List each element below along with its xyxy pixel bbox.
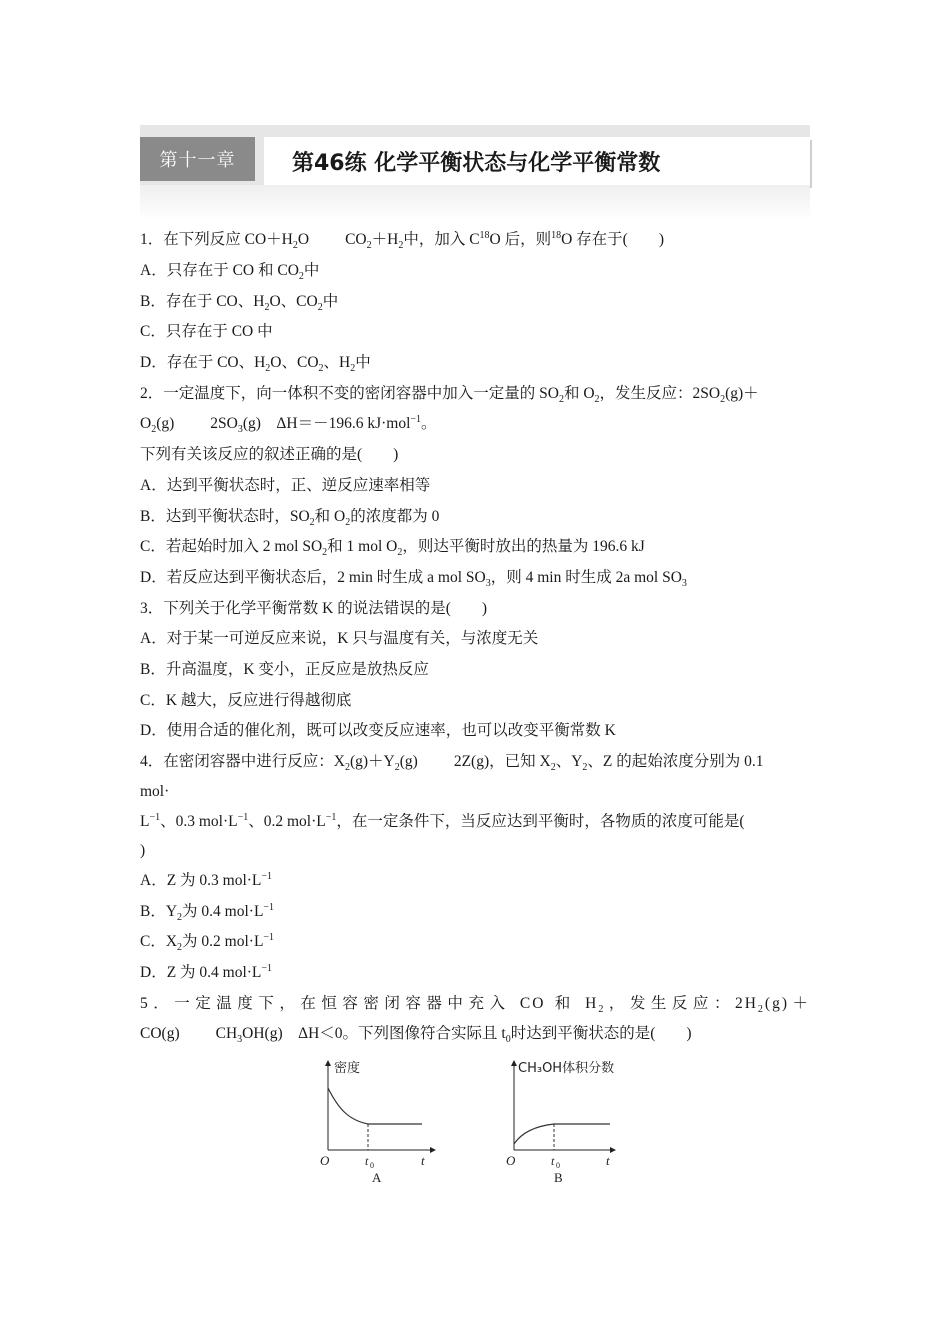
origin-label: O: [320, 1153, 330, 1168]
q4-option-c: C．$X_2$为 0.2 $mol\cdot L^{-1}$: [140, 931, 275, 954]
y-axis-arrow-icon: [511, 1060, 517, 1066]
t0-subscript: 0: [370, 1161, 374, 1170]
q2-prompt: 下列有关该反应的叙述正确的是( ): [140, 446, 399, 463]
q2-stem-line2: $O_2(g)$ $2SO_3(g)$ ΔH＝－196.6 kJ·mol$^{-1}$。: [140, 413, 437, 436]
q2-option-b: B．达到平衡状态时，$SO_2$和 $O_2$的浓度都为 0: [140, 508, 440, 529]
q4-stem-line2: mol·: [140, 783, 170, 800]
x-axis-label: t: [606, 1153, 610, 1168]
methanol-fraction-curve: [514, 1124, 610, 1144]
q2-option-c: C．若起始时加入 2 mol $SO_2$和 1 mol $O_2$，则达平衡时放出的热量为 196.6 kJ: [140, 538, 645, 559]
header-fade: [140, 185, 810, 220]
title-box: [264, 137, 810, 185]
chapter-header: [140, 125, 810, 220]
q3-stem: 3．下列关于化学平衡常数 K 的说法错误的是( ): [140, 600, 488, 617]
x-axis-label: t: [421, 1153, 425, 1168]
chapter-label: 第十一章: [140, 137, 255, 181]
t0-label: t: [365, 1154, 369, 1168]
q1-stem: 1．在下列反应 $CO+H_2O$ $CO_2+H_2$中，加入 $C^{18}O$ 后，则$^{18}$O 存在于( ): [140, 229, 665, 252]
q4-option-d: D．Z 为 0.4 $mol\cdot L^{-1}$: [140, 962, 273, 981]
origin-label: O: [506, 1153, 516, 1168]
figure-a-ylabel: 密度: [334, 1061, 361, 1076]
q1-option-b: B．存在于 CO、$H_2O$、$CO_2$中: [140, 293, 339, 314]
q3-option-a: A．对于某一可逆反应来说，K 只与温度有关，与浓度无关: [140, 630, 539, 647]
q5-stem-line2: CO(g) $CH_3OH(g)$ ΔH＜0。下列图像符合实际且 $t_0$时达到平衡状态的是( ): [140, 1025, 692, 1046]
q4-option-a: A．Z 为 0.3 $mol\cdot L^{-1}$: [140, 870, 273, 889]
q2-option-a: A．达到平衡状态时，正、逆反应速率相等: [140, 477, 431, 494]
q1-option-a: A．只存在于 CO 和 $CO_2$中: [140, 262, 320, 283]
q5-stem-line1: 5．一定温度下，在恒容密闭容器中充入 CO 和 $H_2$，发生反应：$2H_2(g)+$: [140, 995, 810, 1016]
q2-stem-line1: 2．一定温度下，向一体积不变的密闭容器中加入一定量的 $SO_2$和 $O_2$，发生反应：$2SO_2(g)+$: [140, 385, 759, 406]
figure-b-caption: B: [554, 1170, 563, 1185]
x-axis-arrow-icon: [430, 1147, 436, 1153]
page-title: 第46练 化学平衡状态与化学平衡常数: [292, 151, 661, 176]
q4-stem-line3: $L^{-1}$、0.3 $mol\cdot L^{-1}$、0.2 $mol\cdot L^{-1}$，在一定条件下，当反应达到平衡时，各物质的浓度可能是(: [140, 811, 745, 830]
t0-subscript: 0: [556, 1161, 560, 1170]
y-axis-arrow-icon: [325, 1060, 331, 1066]
q4-stem-line4: ): [140, 842, 146, 859]
figure-b-ylabel: CH₃OH体积分数: [518, 1061, 615, 1076]
q4-option-b: B．$Y_2$为 0.4 $mol\cdot L^{-1}$: [140, 901, 275, 924]
x-axis-arrow-icon: [610, 1147, 616, 1153]
figure-b-methanol-fraction-graph: [496, 1058, 636, 1188]
q2-option-d: D．若反应达到平衡状态后，2 min 时生成 a mol $SO_3$，则 4 min 时生成 2a mol $SO_3$: [140, 569, 687, 590]
figure-a-density-graph: [310, 1058, 440, 1188]
q1-option-c: C．只存在于 CO 中: [140, 323, 273, 340]
q3-option-d: D．使用合适的催化剂，既可以改变反应速率，也可以改变平衡常数 K: [140, 722, 616, 739]
q1-option-d: D．存在于 CO、$H_2O$、$CO_2$、$H_2$中: [140, 354, 371, 375]
figure-a-caption: A: [372, 1170, 382, 1185]
q3-option-c: C．K 越大，反应进行得越彻底: [140, 692, 352, 709]
q4-stem-line1: 4．在密闭容器中进行反应：$X_2(g)+Y_2(g)$ 2Z(g)，已知 $X_2$、$Y_2$、Z 的起始浓度分别为 0.1: [140, 753, 764, 774]
t0-label: t: [551, 1154, 555, 1168]
density-curve: [328, 1088, 422, 1124]
q3-option-b: B．升高温度，K 变小，正反应是放热反应: [140, 661, 429, 678]
